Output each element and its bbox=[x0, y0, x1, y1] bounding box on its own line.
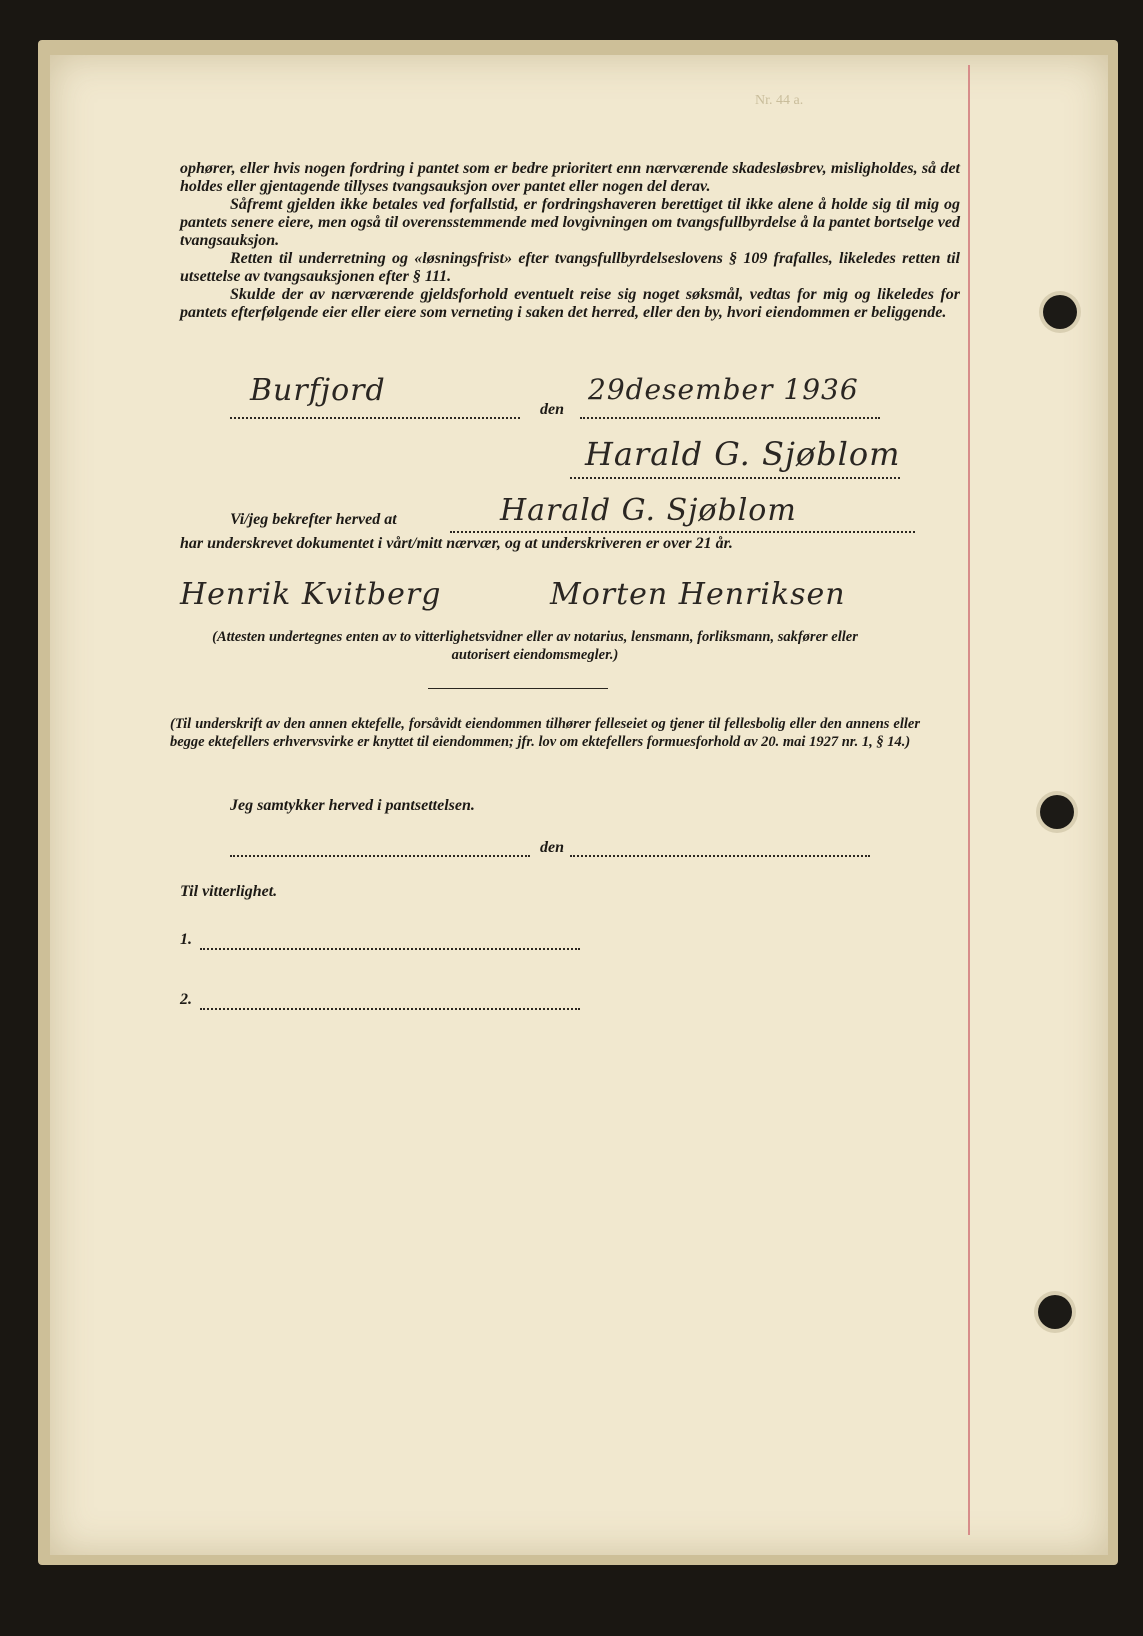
witness-1-dotted-line bbox=[200, 948, 580, 950]
confirmation-prefix: Vi/jeg bekrefter herved at bbox=[230, 511, 397, 528]
witness-2-dotted-line bbox=[200, 1008, 580, 1010]
spouse-den-label: den bbox=[540, 839, 564, 856]
punch-hole-top bbox=[1043, 295, 1077, 329]
punch-hole-bottom bbox=[1038, 1295, 1072, 1329]
clause-notice-waiver: Retten til underretning og «løsningsfrist» efter tvangsfullbyrdelseslovens § 109 frafalles, likeledes retten til utsettelse av tvangsauksjonen efter § 111. bbox=[180, 250, 960, 285]
signature-dotted-line bbox=[570, 477, 900, 479]
red-margin-line bbox=[968, 65, 970, 1535]
confirmation-dotted-line bbox=[450, 531, 915, 533]
clause-default: Såfremt gjelden ikke betales ved forfallstid, er fordringshaveren berettiget til ikke alene å holde sig til mig og pantets senere eiere, men også til overensstemmende med lovgivningen om tvangsfullbyrdelse å la pantet bortselge ved tvangsauksjon. bbox=[180, 196, 960, 249]
debtor-signature: Harald G. Sjøblom bbox=[585, 435, 901, 473]
attestation-note: (Attesten undertegnes enten av to vitterlighetsvidner eller av notarius, lensmann, forliksmann, sakfører eller autorisert eiendomsmegler.) bbox=[212, 629, 858, 663]
clause-continuation: ophører, eller hvis nogen fordring i pantet som er bedre prioritert enn nærværende skadesløsbrev, misligholdes, så det holdes eller gjentagende tillyses tvangsauksjon over pantet eller nogen del derav. bbox=[180, 160, 960, 195]
spouse-place-dotted-line bbox=[230, 855, 530, 857]
clause-venue: Skulde der av nærværende gjeldsforhold eventuelt reise sig noget søksmål, vedtas for mig og likeledes for pantets efterfølgende eier eller eiere som verneting i saken det herred, eller den by, hvori eiendommen er beliggende. bbox=[180, 286, 960, 321]
separator-line bbox=[428, 688, 608, 689]
spouse-note: (Til underskrift av den annen ektefelle, forsåvidt eiendommen tilhører felleseiet og tjener til fellesbolig eller den annens eller begge ektefellers erhvervsvirke er knyttet til eiendommen; jfr. lov om ektefellers formuesforhold av 20. mai 1927 nr. 1, § 14.) bbox=[170, 716, 920, 750]
spouse-date-dotted-line bbox=[570, 855, 870, 857]
form-number: Nr. 44 a. bbox=[755, 93, 804, 108]
document-page bbox=[50, 55, 1108, 1555]
confirmed-signer-name: Harald G. Sjøblom bbox=[500, 493, 797, 528]
date-dotted-line bbox=[580, 417, 880, 419]
witness-item-1: 1. bbox=[180, 931, 192, 948]
punch-hole-middle bbox=[1040, 795, 1074, 829]
witness-signature-2: Morten Henriksen bbox=[550, 577, 846, 612]
clauses-block bbox=[180, 160, 960, 322]
confirmation-text: har underskrevet dokumentet i vårt/mitt nærvær, og at underskriveren er over 21 år. bbox=[180, 535, 733, 552]
spouse-consent: Jeg samtykker herved i pantsettelsen. bbox=[230, 797, 475, 814]
date-den-label: den bbox=[540, 401, 564, 418]
signing-place: Burfjord bbox=[250, 373, 386, 408]
witness-heading: Til vitterlighet. bbox=[180, 883, 278, 900]
witness-item-2: 2. bbox=[180, 991, 192, 1008]
signing-date: 29desember 1936 bbox=[588, 373, 859, 406]
place-dotted-line bbox=[230, 417, 520, 419]
witness-signature-1: Henrik Kvitberg bbox=[180, 577, 442, 612]
